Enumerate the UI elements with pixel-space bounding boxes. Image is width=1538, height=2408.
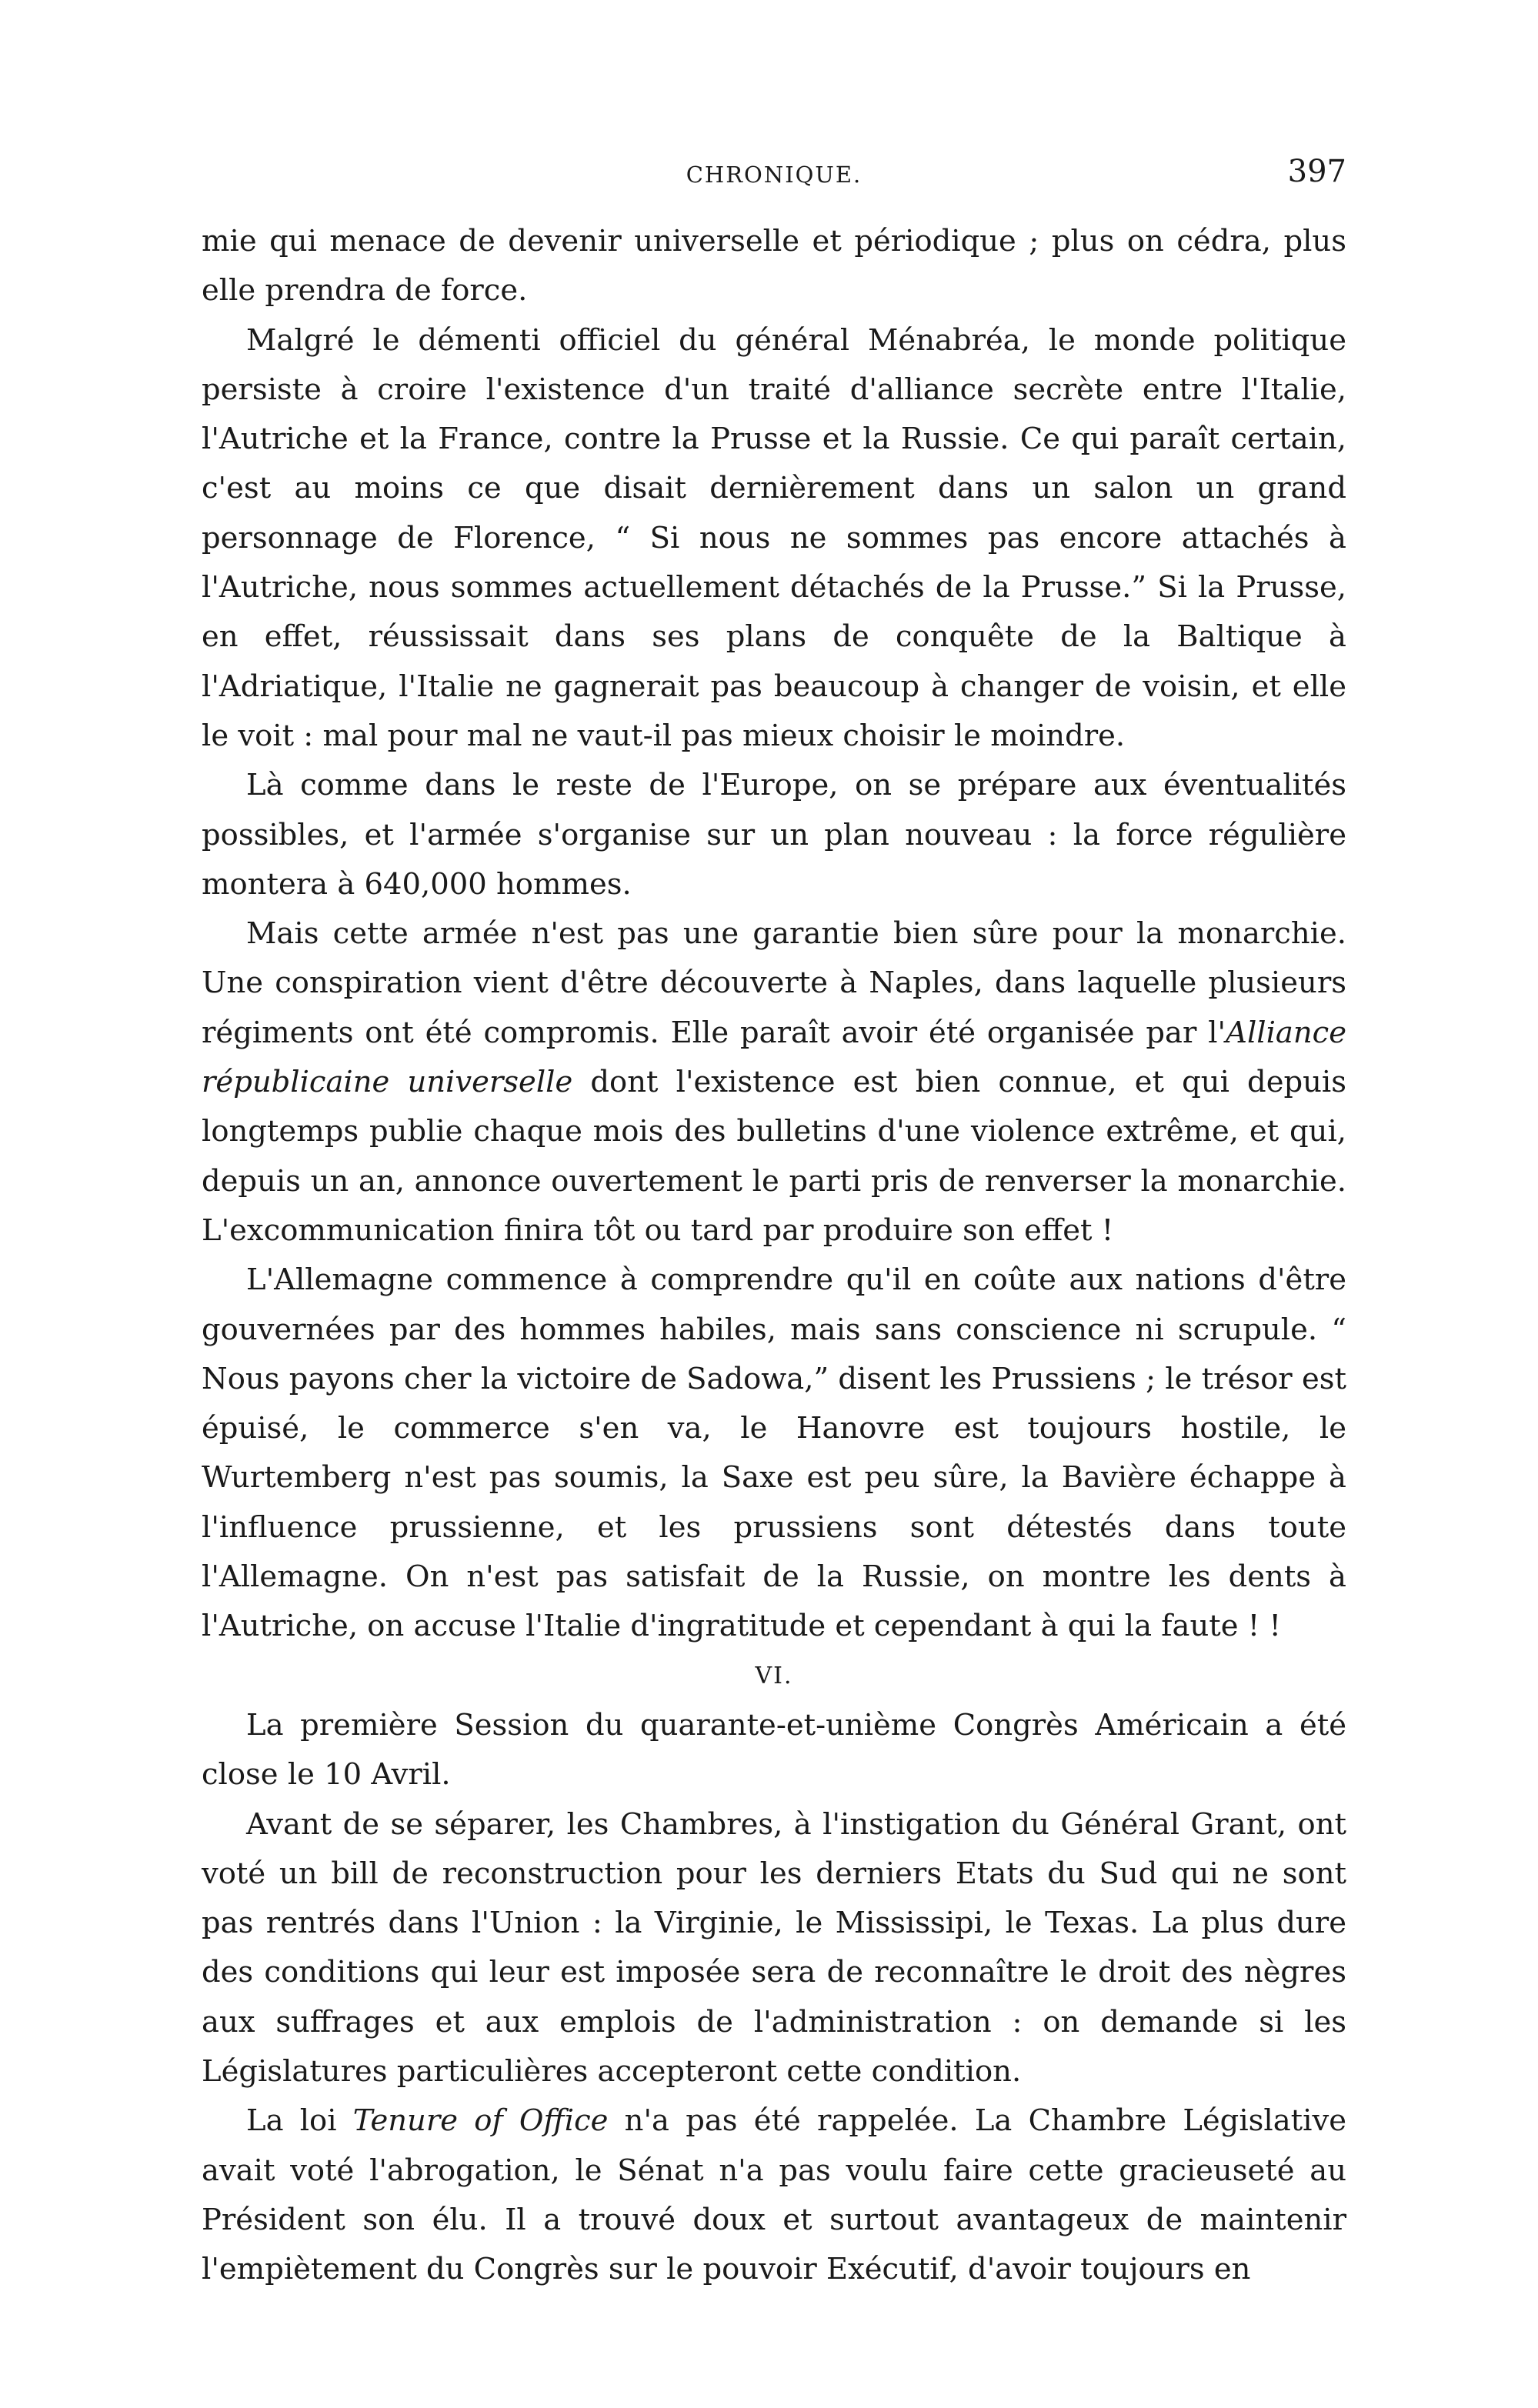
running-head	[202, 154, 1346, 200]
paragraph: Avant de se séparer, les Chambres, à l'instigation du Général Grant, ont voté un bill de reconstruction pour les derniers Etats du Sud qui ne sont pas rentrés dans l'Union : la Virginie, le Mississipi, le Texas. La plus dure des conditions qui leur est imposée sera de reconnaître le droit des nègres aux suffrages et aux emplois de l'administration : on demande si les Législatures particulières accepteront cette condition.	[202, 1806, 1346, 2089]
paragraph-text: dont l'existence est bien connue, et qui depuis longtemps publie chaque mois des bulletins d'une violence extrême, et qui, depuis un an, annonce ouvertement le parti pris de renverser la monarchie. L'excommunication finira tôt ou tard par produire son effet !	[202, 1065, 1346, 1248]
paragraph-text: n'a pas été rappelée. La Chambre Législative avait voté l'abrogation, le Sénat n'a pas voulu faire cette gracieuseté au Président son élu. Il a trouvé doux et surtout avantageux de maintenir l'empiètement du Congrès sur le pouvoir Exécutif, d'avoir toujours en	[202, 2103, 1346, 2287]
italic-phrase: Tenure of Office	[352, 2103, 609, 2139]
paragraph-text: La loi	[246, 2103, 353, 2139]
body-text	[202, 217, 1346, 2294]
paragraph: Malgré le démenti officiel du général Ménabréa, le monde politique persiste à croire l'existence d'un traité d'alliance secrète entre l'Italie, l'Autriche et la France, contre la Prusse et la Russie. Ce qui paraît certain, c'est au moins ce que disait dernièrement dans un salon un grand personnage de Florence, “ Si nous ne sommes pas encore attachés à l'Autriche, nous sommes actuellement détachés de la Prusse.” Si la Prusse, en effet, réussissait dans ses plans de conquête de la Baltique à l'Adriatique, l'Italie ne gagnerait pas beaucoup à changer de voisin, et elle le voit : mal pour mal ne vaut-il pas mieux choisir le moindre.	[202, 322, 1346, 753]
paragraph: mie qui menace de devenir universelle et périodique ; plus on cédra, plus elle prendra de force.	[202, 224, 1346, 309]
section-heading: VI.	[755, 1662, 793, 1689]
paragraph: La première Session du quarante-et-unième Congrès Américain a été close le 10 Avril.	[202, 1707, 1346, 1793]
paragraph: Là comme dans le reste de l'Europe, on se prépare aux éventualités possibles, et l'armée s'organise sur un plan nouveau : la force régulière montera à 640,000 hommes.	[202, 768, 1346, 902]
paragraph: L'Allemagne commence à comprendre qu'il en coûte aux nations d'être gouvernées par des hommes habiles, mais sans conscience ni scrupule. “ Nous payons cher la victoire de Sadowa,” disent les Prussiens ; le trésor est épuisé, le commerce s'en va, le Hanovre est toujours hostile, le Wurtemberg n'est pas soumis, la Saxe est peu sûre, la Bavière échappe à l'influence prussienne, et les prussiens sont détestés dans toute l'Allemagne. On n'est pas satisfait de la Russie, on montre les dents à l'Autriche, on accuse l'Italie d'ingratitude et cependant à qui la faute ! !	[202, 1262, 1346, 1644]
running-title: CHRONIQUE.	[686, 162, 862, 188]
page-number: 397	[1287, 154, 1346, 189]
paragraph	[202, 2096, 1346, 2294]
paragraph	[202, 909, 1346, 1256]
paragraph-text: Mais cette armée n'est pas une garantie bien sûre pour la monarchie. Une conspiration vient d'être découverte à Naples, dans laquelle plusieurs régiments ont été compromis. Elle paraît avoir été organisée par l'	[202, 916, 1346, 1050]
italic-phrase: Alliance républicaine universelle	[202, 1015, 1346, 1100]
